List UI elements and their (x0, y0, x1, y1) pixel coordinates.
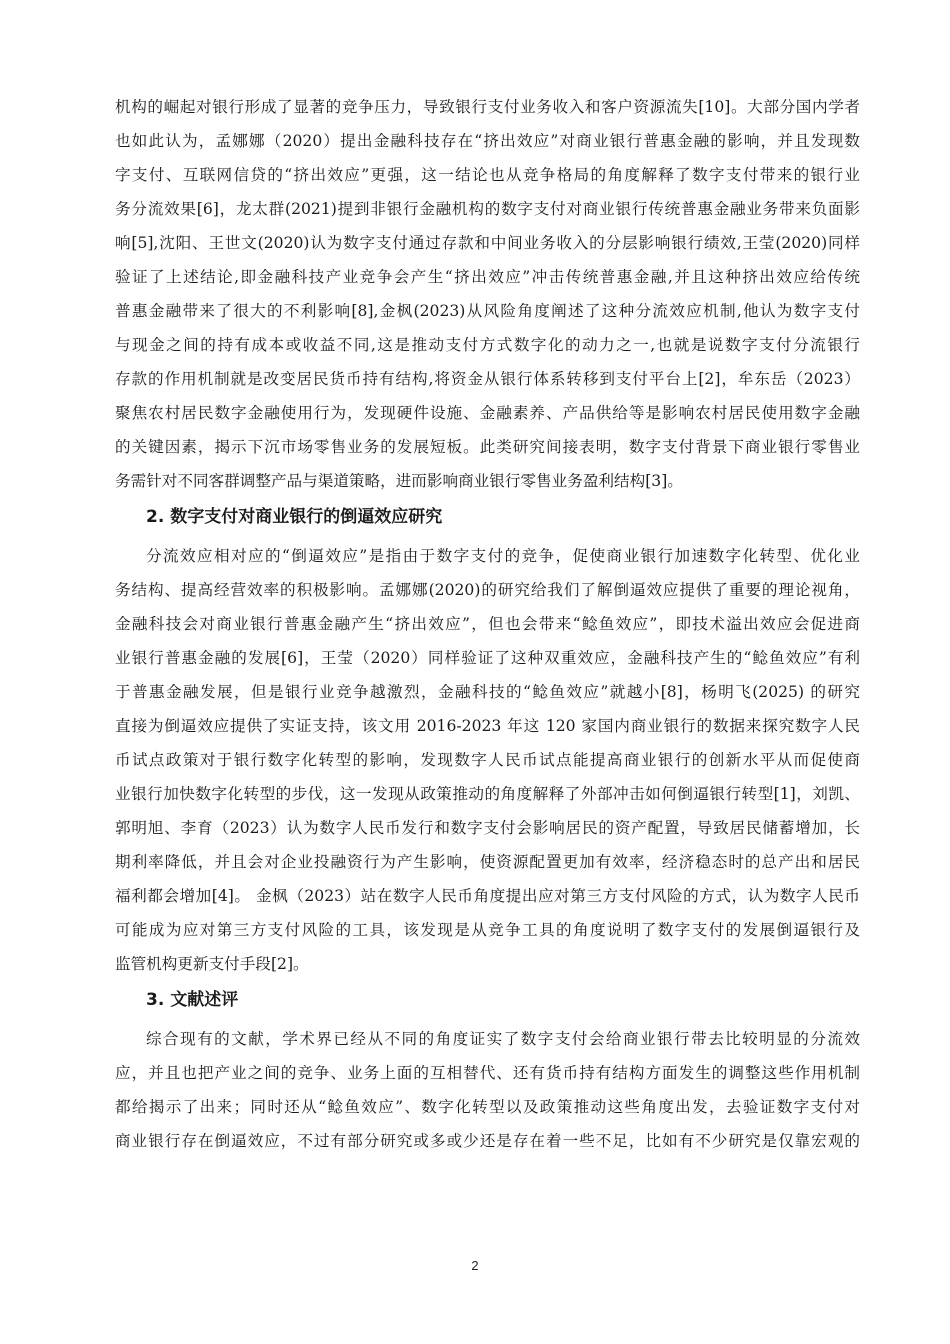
text-line: 期利率降低，并且会对企业投融资行为产生影响，使资源配置更加有效率，经济稳态时的总产出和居民 (115, 853, 860, 871)
text-line: 机构的崛起对银行形成了显著的竞争压力，导致银行支付业务收入和客户资源流失[10]。大部分国内学者 (115, 98, 860, 116)
text-line: 验证了上述结论,即金融科技产业竞争会产生“挤出效应”冲击传统普惠金融,并且这种挤出效应给传统 (115, 268, 860, 286)
text-line: 福利都会增加[4]。 金枫（2023）站在数字人民币角度提出应对第三方支付风险的方式，认为数字人民币 (115, 887, 860, 905)
text-line: 直接为倒逼效应提供了实证支持，该文用 2016-2023 年这 120 家国内商业银行的数据来探究数字人民 (115, 717, 860, 735)
text-line: 可能成为应对第三方支付风险的工具，该发现是从竞争工具的角度说明了数字支付的发展倒逼银行及 (115, 921, 860, 939)
text-line: 务结构、提高经营效率的积极影响。孟娜娜(2020)的研究给我们了解倒逼效应提供了重要的理论视角， (115, 581, 860, 599)
text-line: 监管机构更新支付手段[2]。 (115, 955, 309, 973)
text-line: 与现金之间的持有成本或收益不同,这是推动支付方式数字化的动力之一,也就是说数字支付分流银行 (115, 336, 860, 354)
text-line: 业银行加快数字化转型的步伐，这一发现从政策推动的角度解释了外部冲击如何倒逼银行转型[1]，刘凯、 (115, 785, 860, 803)
text-line: 也如此认为，孟娜娜（2020）提出金融科技存在“挤出效应”对商业银行普惠金融的影响，并且发现数 (115, 132, 860, 150)
section-heading-3: 3. 文献述评 (146, 990, 239, 1010)
text-line: 的关键因素，揭示下沉市场零售业务的发展短板。此类研究间接表明，数字支付背景下商业银行零售业 (115, 438, 860, 456)
text-line: 币试点政策对于银行数字化转型的影响，发现数字人民币试点能提高商业银行的创新水平从而促使商 (115, 751, 860, 769)
text-line: 于普惠金融发展，但是银行业竞争越激烈，金融科技的“鲶鱼效应”就越小[8]，杨明飞(2025) 的研究 (115, 683, 860, 701)
text-line: 应，并且也把产业之间的竞争、业务上面的互相替代、还有货币持有结构方面发生的调整这些作用机制 (115, 1064, 860, 1082)
text-line: 金融科技会对商业银行普惠金融产生“挤出效应”，但也会带来“鲶鱼效应”，即技术溢出效应会促进商 (115, 615, 860, 633)
text-line: 务需针对不同客群调整产品与渠道策略，进而影响商业银行零售业务盈利结构[3]。 (115, 472, 683, 490)
page-number: 2 (471, 1258, 479, 1273)
section-heading-2: 2. 数字支付对商业银行的倒逼效应研究 (146, 507, 443, 527)
text-line: 普惠金融带来了很大的不利影响[8],金枫(2023)从风险角度阐述了这种分流效应机制,他认为数字支付 (115, 302, 860, 320)
text-line: 分流效应相对应的“倒逼效应”是指由于数字支付的竞争，促使商业银行加速数字化转型、优化业 (146, 547, 860, 565)
text-line: 商业银行存在倒逼效应，不过有部分研究或多或少还是存在着一些不足，比如有不少研究是仅靠宏观的 (115, 1132, 860, 1150)
text-line: 务分流效果[6]，龙太群(2021)提到非银行金融机构的数字支付对商业银行传统普惠金融业务带来负面影 (115, 200, 860, 218)
text-line: 字支付、互联网信贷的“挤出效应”更强，这一结论也从竞争格局的角度解释了数字支付带来的银行业 (115, 166, 860, 184)
text-line: 郭明旭、李育（2023）认为数字人民币发行和数字支付会影响居民的资产配置，导致居民储蓄增加，长 (115, 819, 860, 837)
text-line: 都给揭示了出来；同时还从“鲶鱼效应”、数字化转型以及政策推动这些角度出发，去验证数字支付对 (115, 1098, 860, 1116)
text-line: 存款的作用机制就是改变居民货币持有结构,将资金从银行体系转移到支付平台上[2]，牟东岳（2023） (115, 370, 860, 388)
text-line: 聚焦农村居民数字金融使用行为，发现硬件设施、金融素养、产品供给等是影响农村居民使用数字金融 (115, 404, 860, 422)
text-line: 业银行普惠金融的发展[6]，王莹（2020）同样验证了这种双重效应，金融科技产生的“鲶鱼效应”有利 (115, 649, 860, 667)
text-line: 综合现有的文献，学术界已经从不同的角度证实了数字支付会给商业银行带去比较明显的分流效 (146, 1030, 860, 1048)
text-line: 响[5],沈阳、王世文(2020)认为数字支付通过存款和中间业务收入的分层影响银行绩效,王莹(2020)同样 (115, 234, 860, 252)
